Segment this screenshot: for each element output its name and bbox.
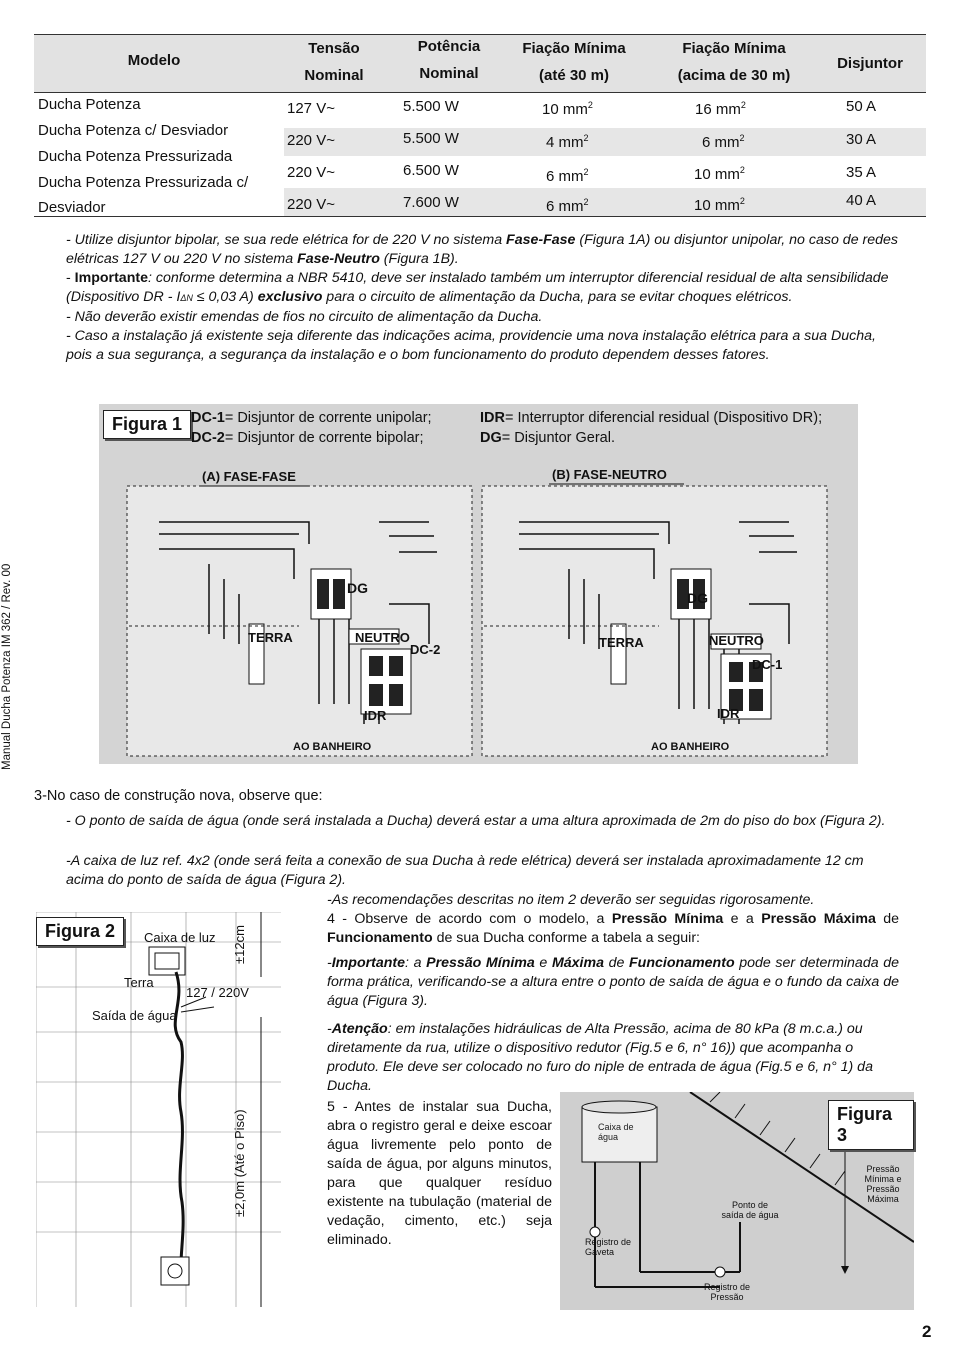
row3-fiacao1: 6 $mm^2$: [546, 167, 589, 185]
row2-fiacao1: 4 $mm^2$: [546, 133, 589, 151]
legend-idr: IDR= Interruptor diferencial residual (Dispositivo DR);: [480, 410, 823, 426]
section-3-p2: -A caixa de luz ref. 4x2 (onde será feita a conexão de sua Ducha à rede elétrica) deverá ser instalada aproximadamente 12 cm acima do ponto de saída de água (Figura 2).: [66, 853, 864, 888]
header-disjuntor: Disjuntor: [837, 55, 903, 72]
row2-disjuntor: 30 A: [846, 131, 877, 148]
label-ao-banheiro-b: AO BANHEIRO: [651, 741, 730, 753]
label-ponto-saida: Ponto de saída de água: [721, 1200, 779, 1220]
label-saida-de-agua: Saída de água: [92, 1008, 177, 1023]
row1-tensao: 127 V~: [287, 100, 335, 117]
header-fiacao-2: Fiação Mínima: [682, 40, 786, 57]
label-terra-a: TERRA: [248, 630, 293, 645]
label-2m: ±2,0m (Até o Piso): [232, 1109, 247, 1217]
header-modelo: Modelo: [127, 52, 181, 69]
note-1: - Utilize disjuntor bipolar, se sua rede elétrica for de 220 V no sistema Fase-Fase (Figura 1A) ou disjuntor unipolar, no caso de redes elétricas 127 V ou 220 V no sistema Fase-Neutro (Figura 1B).: [66, 232, 899, 267]
figure-3-label: Figura 3: [828, 1100, 914, 1150]
header-fiacao-1b: (até 30 m): [538, 67, 610, 84]
model-1: Ducha Potenza: [38, 96, 141, 113]
header-tensao: Tensão: [308, 40, 360, 57]
row1-disjuntor: 50 A: [846, 98, 877, 115]
row2-fiacao2: 6 $mm^2$: [702, 133, 745, 151]
row4-disjuntor: 40 A: [846, 192, 877, 209]
model-5: Desviador: [38, 199, 106, 216]
header-fiacao-2b: (acima de 30 m): [677, 67, 791, 84]
label-pressao: Pressão Mínima e Pressão Máxima: [864, 1164, 902, 1204]
header-potencia-2: Nominal: [419, 65, 479, 82]
figure-3: [560, 1092, 914, 1310]
label-dc1: DC-1: [752, 657, 783, 672]
item-4-atencao: -Atenção: em instalações hidráulicas de Alta Pressão, acima de 80 kPa (8 m.c.a.) ou diretamente da rua, utilize o dispositivo redutor (Fig.5 e 6, n° 16)) que acompanha o produto. Ele deve ser colocado no furo do niple de entrada de água (Fig.5 e 6, n° 1) da Ducha.: [327, 1021, 873, 1094]
row4-fiacao1: 6 $mm^2$: [546, 197, 589, 215]
section-3-title: 3-No caso de construção nova, observe que:: [34, 788, 323, 804]
label-dg-a: DG: [347, 580, 368, 596]
row2-tensao: 220 V~: [287, 132, 335, 149]
label-dg-b: DG: [687, 590, 708, 606]
label-caixa-agua: Caixa de água: [598, 1122, 634, 1142]
label-idr-b: IDR: [717, 706, 740, 721]
label-voltagem: 127 / 220V: [186, 985, 249, 1000]
label-idr-a: IDR: [364, 708, 387, 723]
row1-fiacao1: 10 $mm^2$: [542, 100, 593, 118]
installation-notes: [66, 231, 902, 365]
model-2: Ducha Potenza c/ Desviador: [38, 122, 229, 139]
row3-potencia: 6.500 W: [403, 162, 459, 179]
figure-1-label: Figura 1: [103, 410, 191, 439]
row4-tensao: 220 V~: [287, 196, 335, 213]
side-manual-reference: Manual Ducha Potenza IM 362 / Rev. 00: [1, 563, 13, 770]
section-3-p1: - O ponto de saída de água (onde será instalada a Ducha) deverá estar a uma altura aproximada de 2m do piso do box (Figura 2).: [66, 813, 886, 829]
note-3: - Não deverão existir emendas de fios no circuito de alimentação da Ducha.: [66, 309, 543, 325]
row4-fiacao2: 10 $mm^2$: [694, 196, 745, 214]
item-4: 4 - Observe de acordo com o modelo, a Pressão Mínima e a Pressão Máxima de Funcionamento de sua Ducha conforme a tabela a seguir:: [327, 911, 899, 946]
legend-dg: DG= Disjuntor Geral.: [480, 430, 615, 446]
figure-1: [99, 404, 858, 764]
panel-a-title: (A) FASE-FASE: [202, 469, 296, 484]
row2-potencia: 5.500 W: [403, 130, 459, 147]
row-shade-4: [284, 188, 926, 216]
page-number: 2: [922, 1322, 932, 1341]
row1-potencia: 5.500 W: [403, 98, 459, 115]
model-3: Ducha Potenza Pressurizada: [38, 148, 233, 165]
item-4-importante: -Importante: a Pressão Mínima e Máxima de Funcionamento pode ser determinada de forma prática, verificando-se a altura entre o ponto de saída de água e o fundo da caixa de água (Figura 3).: [327, 955, 899, 1009]
section-3-p3: -As recomendações descritas no item 2 deverão ser seguidas rigorosamente.: [327, 892, 815, 908]
row4-potencia: 7.600 W: [403, 194, 459, 211]
header-tensao-2: Nominal: [304, 67, 364, 84]
header-fiacao-1: Fiação Mínima: [522, 40, 626, 57]
legend-dc2: DC-2= Disjuntor de corrente bipolar;: [191, 430, 424, 446]
row3-fiacao2: 10 $mm^2$: [694, 165, 745, 183]
label-neutro-a: NEUTRO: [355, 630, 410, 645]
note-2: - Importante: conforme determina a NBR 5410, deve ser instalado também um interruptor diferencial residual de alta sensibilidade (Dispositivo DR - IΔN ≤ 0,03 A) exclusivo para o circuito de alimentação da Ducha, para se evitar choques elétricos.: [66, 270, 889, 305]
model-4: Ducha Potenza Pressurizada c/: [38, 174, 249, 191]
label-neutro-b: NEUTRO: [709, 633, 764, 648]
figure-1-drawing: [99, 404, 858, 764]
row-shade-2: [284, 128, 926, 156]
label-caixa-de-luz: Caixa de luz: [144, 930, 216, 945]
label-dc2: DC-2: [410, 642, 441, 657]
row3-disjuntor: 35 A: [846, 164, 877, 181]
label-12cm: ±12cm: [232, 925, 247, 964]
figure-2: [36, 912, 281, 1307]
panel-b-title: (B) FASE-NEUTRO: [552, 467, 667, 482]
item-5: 5 - Antes de instalar sua Ducha, abra o registro geral e deixe escoar água livremente pelo ponto de saída de água, por alguns minutos, para que qualquer resíduo existente na tubulação (material de vedação, cimento, etc.) seja eliminado.: [327, 1099, 552, 1248]
figure-2-label: Figura 2: [36, 917, 124, 946]
row3-tensao: 220 V~: [287, 164, 335, 181]
header-potencia: Potência: [417, 38, 481, 55]
row1-fiacao2: 16 $mm^2$: [695, 100, 746, 118]
legend-dc1: DC-1= Disjuntor de corrente unipolar;: [191, 410, 432, 426]
note-4: - Caso a instalação já existente seja diferente das indicações acima, providencie uma nova instalação elétrica para a sua Ducha, pois a sua segurança, a segurança da instalação e o bom funcionamento do produto dependem desses fatores.: [66, 328, 876, 363]
label-registro-pressao: Registro de Pressão: [703, 1282, 751, 1302]
label-registro-gaveta: Registro de Gaveta: [585, 1237, 632, 1257]
label-terra: Terra: [124, 975, 154, 990]
label-ao-banheiro-a: AO BANHEIRO: [293, 741, 372, 753]
label-terra-b: TERRA: [599, 635, 644, 650]
